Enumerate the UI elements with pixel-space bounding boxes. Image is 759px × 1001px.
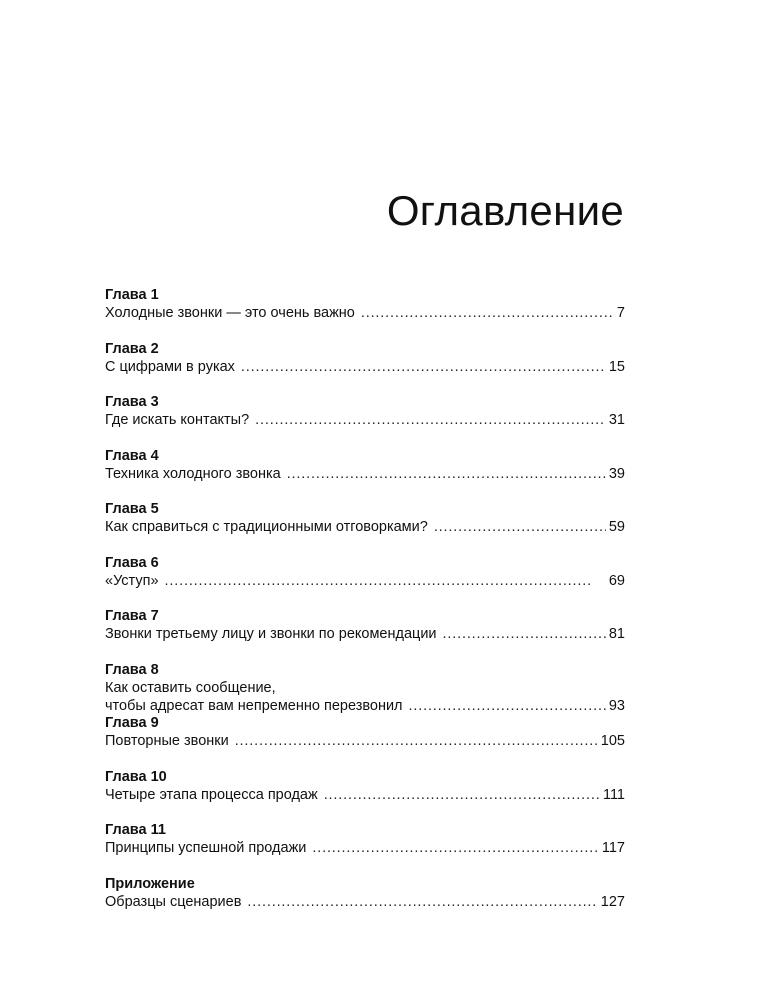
chapter-label: Глава 5 — [105, 501, 159, 517]
chapter-title: С цифрами в руках — [105, 358, 235, 375]
toc-entry — [105, 714, 625, 768]
chapter-title: Где искать контакты? — [105, 412, 250, 428]
chapter-label: Глава 11 — [105, 822, 166, 838]
dot-leader — [165, 572, 606, 590]
chapter-title: Как справиться с традиционными отговорками? — [105, 519, 428, 535]
chapter-label: Глава 3 — [105, 394, 159, 410]
dot-leader — [434, 518, 606, 536]
dot-leader — [324, 786, 600, 804]
chapter-label: Глава 1 — [105, 287, 159, 303]
table-of-contents — [105, 286, 625, 928]
chapter-title: Техника холодного звонка — [105, 465, 281, 482]
toc-entry — [105, 768, 625, 822]
page-number: 15 — [608, 358, 625, 375]
toc-entry — [105, 607, 625, 661]
toc-line — [105, 732, 625, 750]
chapter-title-line: Как оставить сообщение, — [105, 679, 276, 696]
dot-leader — [255, 411, 606, 429]
dot-leader — [361, 304, 614, 322]
page-number: 69 — [608, 572, 625, 589]
toc-line — [105, 839, 625, 857]
toc-entry — [105, 447, 625, 501]
page-number: 81 — [608, 626, 625, 642]
page-number: 7 — [616, 305, 625, 321]
dot-leader — [241, 358, 606, 376]
page-number: 111 — [602, 786, 625, 803]
chapter-title: Холодные звонки — это очень важно — [105, 305, 355, 321]
toc-line — [105, 893, 625, 911]
dot-leader — [235, 732, 598, 750]
toc-entry — [105, 286, 625, 340]
chapter-title: чтобы адресат вам непременно перезвонил — [105, 697, 403, 714]
page-number: 93 — [608, 697, 625, 714]
chapter-label: Глава 10 — [105, 768, 167, 785]
toc-entry — [105, 554, 625, 608]
chapter-title: Образцы сценариев — [105, 893, 242, 910]
toc-line — [105, 625, 625, 643]
page-number: 31 — [608, 412, 625, 428]
toc-entry — [105, 340, 625, 394]
dot-leader — [409, 697, 606, 715]
toc-line — [105, 358, 625, 376]
chapter-label: Глава 7 — [105, 608, 159, 624]
chapter-title: Принципы успешной продажи — [105, 840, 307, 856]
dot-leader — [247, 893, 597, 911]
toc-entry — [105, 661, 625, 715]
toc-entry — [105, 875, 625, 929]
toc-line — [105, 572, 625, 590]
toc-entry — [105, 821, 625, 875]
chapter-label: Глава 6 — [105, 554, 159, 571]
toc-line — [105, 465, 625, 483]
page-number: 59 — [608, 519, 625, 535]
page-number: 105 — [600, 733, 625, 749]
toc-line — [105, 304, 625, 322]
dot-leader — [287, 465, 606, 483]
chapter-label: Глава 4 — [105, 447, 159, 464]
page-number: 127 — [600, 893, 625, 910]
toc-line — [105, 697, 625, 715]
dot-leader — [312, 839, 599, 857]
chapter-title: «Уступ» — [105, 572, 159, 589]
chapter-title: Звонки третьему лицу и звонки по рекомендации — [105, 626, 437, 642]
toc-line — [105, 786, 625, 804]
chapter-label: Глава 9 — [105, 715, 159, 731]
page-number: 39 — [608, 465, 625, 482]
page-number: 117 — [601, 840, 625, 856]
dot-leader — [443, 625, 606, 643]
chapter-title: Четыре этапа процесса продаж — [105, 786, 318, 803]
chapter-title: Повторные звонки — [105, 733, 229, 749]
chapter-label: Глава 2 — [105, 340, 159, 357]
page-title: Оглавление — [386, 187, 624, 234]
toc-entry — [105, 500, 625, 554]
toc-line — [105, 411, 625, 429]
chapter-label: Приложение — [105, 875, 195, 892]
chapter-label: Глава 8 — [105, 661, 159, 678]
toc-line — [105, 518, 625, 536]
toc-entry — [105, 393, 625, 447]
